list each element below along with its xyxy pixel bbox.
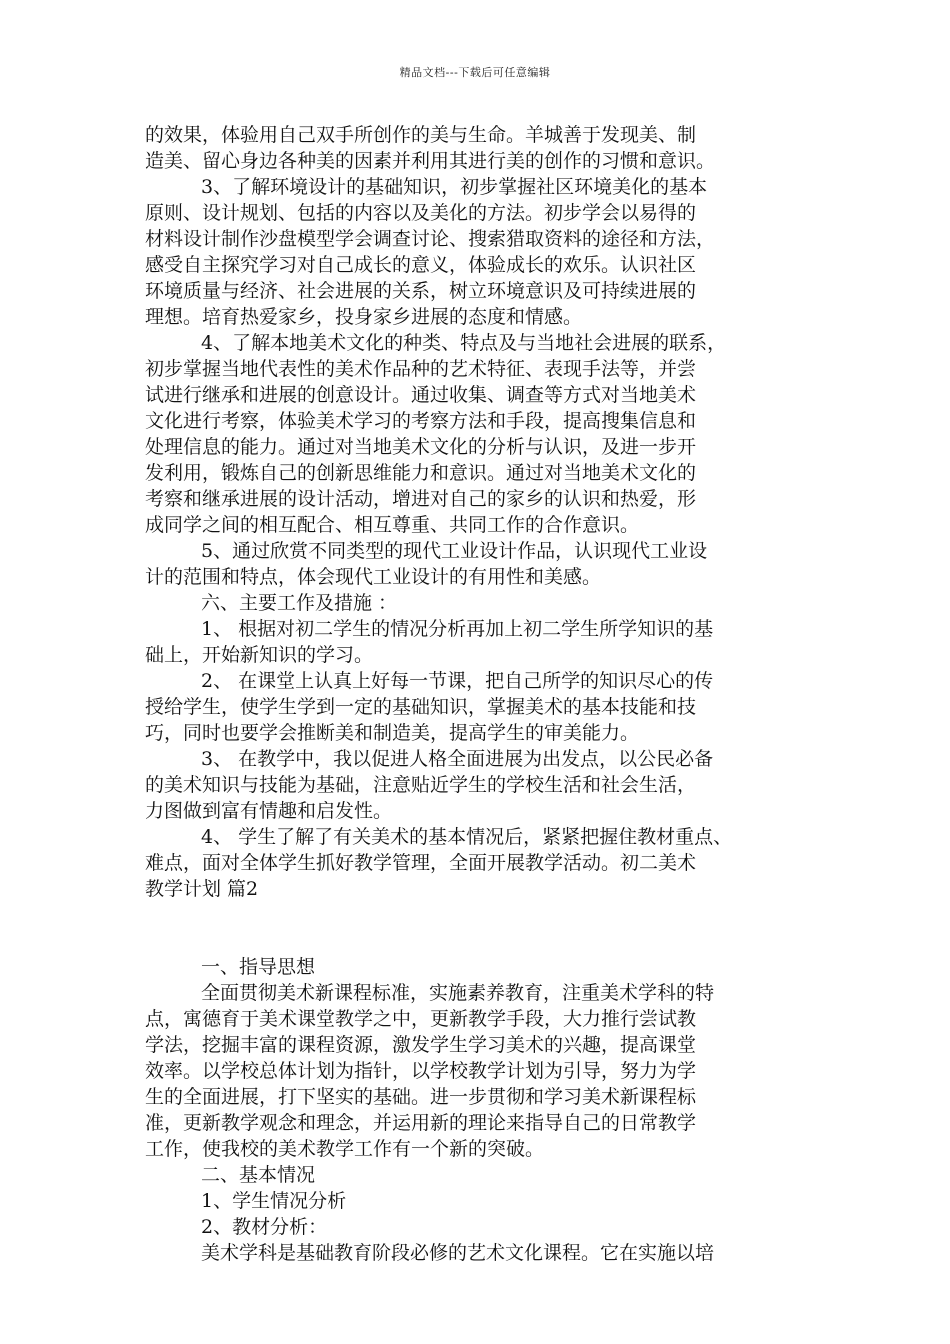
text-line: 的效果，体验用自己双手所创作的美与生命。羊城善于发现美、制: [145, 124, 697, 146]
text-line: 成同学之间的相互配合、相互尊重、共同工作的合作意识。: [145, 514, 640, 536]
text-line: 发利用，锻炼自己的创新思维能力和意识。通过对当地美术文化的: [145, 462, 697, 484]
text-line: 造美、留心身边各种美的因素并利用其进行美的创作的习惯和意识。: [145, 150, 716, 172]
text-line: 材料设计制作沙盘模型学会调查讨论、搜索猎取资料的途径和方法，: [145, 228, 716, 250]
text-line: 准，更新教学观念和理念，并运用新的理论来指导自己的日常教学: [145, 1112, 697, 1134]
text-line: 力图做到富有情趣和启发性。: [145, 800, 393, 822]
text-line: 学法，挖掘丰富的课程资源，激发学生学习美术的兴趣，提高课堂: [145, 1034, 697, 1056]
text-line: 考察和继承进展的设计活动，增进对自己的家乡的认识和热爱，形: [145, 488, 697, 510]
text-line: 美术学科是基础教育阶段必修的艺术文化课程。它在实施以培: [201, 1242, 715, 1264]
text-line: 初步掌握当地代表性的美术作品种的艺术特征、表现手法等，并尝: [145, 358, 697, 380]
page-header: 精品文档---下载后可任意编辑: [399, 66, 551, 79]
text-line: 难点，面对全体学生抓好教学管理，全面开展教学活动。初二美术: [145, 852, 697, 874]
text-line: 计的范围和特点，体会现代工业设计的有用性和美感。: [145, 566, 602, 588]
document-body: [145, 122, 810, 1266]
text-line: 4、了解本地美术文化的种类、特点及与当地社会进展的联系，: [201, 332, 727, 354]
text-line: 3、了解环境设计的基础知识，初步掌握社区环境美化的基本: [201, 176, 708, 198]
text-line: 处理信息的能力。通过对当地美术文化的分析与认识，及进一步开: [145, 436, 697, 458]
text-line: 教学计划 篇2: [145, 878, 259, 900]
text-line: 二、基本情况: [201, 1164, 316, 1186]
text-line: 1、 根据对初二学生的情况分析再加上初二学生所学知识的基: [201, 618, 714, 640]
text-line: 2、教材分析：: [201, 1216, 328, 1238]
text-line: 巧，同时也要学会推断美和制造美，提高学生的审美能力。: [145, 722, 640, 744]
paragraph-gap: [145, 902, 810, 954]
text-line: 理想。培育热爱家乡，投身家乡进展的态度和情感。: [145, 306, 583, 328]
text-line: 授给学生，使学生学到一定的基础知识，掌握美术的基本技能和技: [145, 696, 697, 718]
text-line: 环境质量与经济、社会进展的关系，树立环境意识及可持续进展的: [145, 280, 697, 302]
text-line: 一、指导思想: [201, 956, 316, 978]
text-line: 效率。以学校总体计划为指针，以学校教学计划为引导，努力为学: [145, 1060, 697, 1082]
text-line: 础上，开始新知识的学习。: [145, 644, 374, 666]
text-line: 生的全面进展，打下坚实的基础。进一步贯彻和学习美术新课程标: [145, 1086, 697, 1108]
text-line: 原则、设计规划、包括的内容以及美化的方法。初步学会以易得的: [145, 202, 697, 224]
text-line: 文化进行考察，体验美术学习的考察方法和手段，提高搜集信息和: [145, 410, 697, 432]
text-line: 5、通过欣赏不同类型的现代工业设计作品，认识现代工业设: [201, 540, 708, 562]
text-line: 3、 在教学中，我以促进人格全面进展为出发点，以公民必备: [201, 748, 714, 770]
text-line: 的美术知识与技能为基础，注意贴近学生的学校生活和社会生活，: [145, 774, 697, 796]
text-line: 点，寓德育于美术课堂教学之中，更新教学手段，大力推行尝试教: [145, 1008, 697, 1030]
text-line: 感受自主探究学习对自己成长的意义，体验成长的欢乐。认识社区: [145, 254, 697, 276]
text-line: 1、学生情况分析: [201, 1190, 347, 1212]
text-line: 六、主要工作及措施 ：: [201, 592, 398, 614]
text-line: 2、 在课堂上认真上好每一节课，把自己所学的知识尽心的传: [201, 670, 714, 692]
text-line: 工作，使我校的美术教学工作有一个新的突破。: [145, 1138, 545, 1160]
text-line: 4、 学生了解了有关美术的基本情况后，紧紧把握住教材重点、: [201, 826, 733, 848]
text-line: 全面贯彻美术新课程标准，实施素养教育，注重美术学科的特: [201, 982, 715, 1004]
text-line: 试进行继承和进展的创意设计。通过收集、调查等方式对当地美术: [145, 384, 697, 406]
